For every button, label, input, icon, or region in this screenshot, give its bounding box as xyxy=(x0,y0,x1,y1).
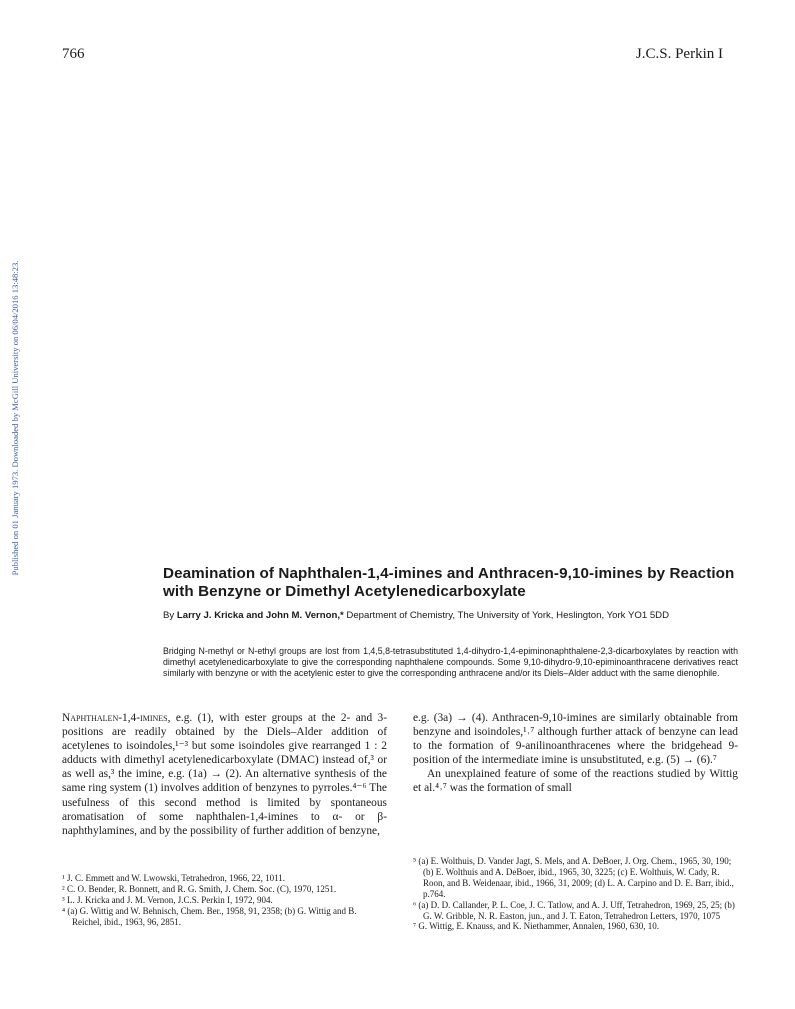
page-number: 766 xyxy=(62,46,85,62)
references-right xyxy=(413,856,738,932)
byline-prefix: By xyxy=(163,610,175,621)
references-left xyxy=(62,873,387,928)
intro-paragraph xyxy=(62,711,387,838)
byline xyxy=(163,610,738,622)
journal-name: J.C.S. Perkin I xyxy=(635,46,723,62)
left-column-body xyxy=(62,711,387,838)
right-column-body xyxy=(413,711,738,796)
abstract: Bridging N-methyl or N-ethyl groups are lost from 1,4,5,8-tetrasubstituted 1,4-dihydro-1,4-epiminonaphthalene-2,3-dicarboxylates by reaction with dimethyl acetylenedicarboxylate to give the corresponding naphthalene compounds. Some 9,10-dihydro-9,10-epiminoanthracene derivatives react similarly with benzyne or with the acetylenic ester to give the corresponding anthracene and/or its Diels–Alder adduct with the same dienophile. xyxy=(163,646,738,679)
second-paragraph: An unexplained feature of some of the reactions studied by Wittig et al.⁴˒⁷ was the formation of small xyxy=(413,768,738,795)
continuation-paragraph: e.g. (3a) → (4). Anthracen-9,10-imines are similarly obtainable from benzyne and isoindoles,¹˒⁷ although further attack of benzyne can lead to the formation of 9-anilinoanthracenes where the bridgehead 9-position of the intermediate imine is unsubstituted, e.g. (5) → (6).⁷ xyxy=(413,712,738,767)
authors: Larry J. Kricka and John M. Vernon,* xyxy=(176,610,344,621)
reference-item: ⁶ (a) D. D. Callander, P. L. Coe, J. C. Tatlow, and A. J. Uff, Tetrahedron, 1969, 25, 25; (b) G. W. Gribble, N. R. Easton, jun., and J. T. Eaton, Tetrahedron Letters, 1970, 1075 xyxy=(413,899,735,921)
article-title: Deamination of Naphthalen-1,4-imines and Anthracen-9,10-imines by Reaction with Benzyne or Dimethyl Acetylenedicarboxylate xyxy=(163,565,735,600)
reference-item: ² C. O. Bender, R. Bonnett, and R. G. Smith, J. Chem. Soc. (C), 1970, 1251. xyxy=(62,883,337,894)
reference-item: ³ L. J. Kricka and J. M. Vernon, J.C.S. Perkin I, 1972, 904. xyxy=(62,894,273,905)
reference-item: ¹ J. C. Emmett and W. Lwowski, Tetrahedron, 1966, 22, 1011. xyxy=(62,873,286,883)
affiliation: Department of Chemistry, The University of York, Heslington, York YO1 5DD xyxy=(346,610,670,621)
reference-item: ⁵ (a) E. Wolthuis, D. Vander Jagt, S. Mels, and A. DeBoer, J. Org. Chem., 1965, 30, 190; (b) E. Wolthuis and A. DeBoer, ibid., 1965, 30, 3225; (c) E. Wolthuis, W. Cady, R. Roon, and B. Weidenaar, ibid., 1966, 31, 2009; (d) L. A. Carpino and D. E. Barr, ibid., p.764. xyxy=(413,856,734,899)
reference-item: ⁷ G. Wittig, E. Knauss, and K. Niethammer, Annalen, 1960, 630, 10. xyxy=(413,921,659,932)
lead-word: Naphthalen-1,4-imines, xyxy=(62,712,171,724)
download-notice[interactable]: Published on 01 January 1973. Downloaded by McGill University on 06/04/2016 13:48:23. xyxy=(10,260,20,576)
intro-text: e.g. (1), with ester groups at the 2- and 3-positions are readily obtained by the Diels–Alder addition of acetylenes to isoindoles,¹⁻³ but some isoindoles give rearranged 1 : 2 adducts with dimethyl acetylenedicarboxylate (DMAC) instead of,³ or as well as,³ the imine, e.g. (1a) → (2). An alternative synthesis of the same ring system (1) involves addition of benzynes to pyrroles.⁴⁻⁶ The usefulness of this second method is limited by spontaneous aromatisation of some naphthalen-1,4-imines to α- or β-naphthylamines, and by the possibility of further addition of benzyne, xyxy=(62,712,387,837)
reference-item: ⁴ (a) G. Wittig and W. Behnisch, Chem. Ber., 1958, 91, 2358; (b) G. Wittig and B. Reichel, ibid., 1963, 96, 2851. xyxy=(62,905,357,927)
